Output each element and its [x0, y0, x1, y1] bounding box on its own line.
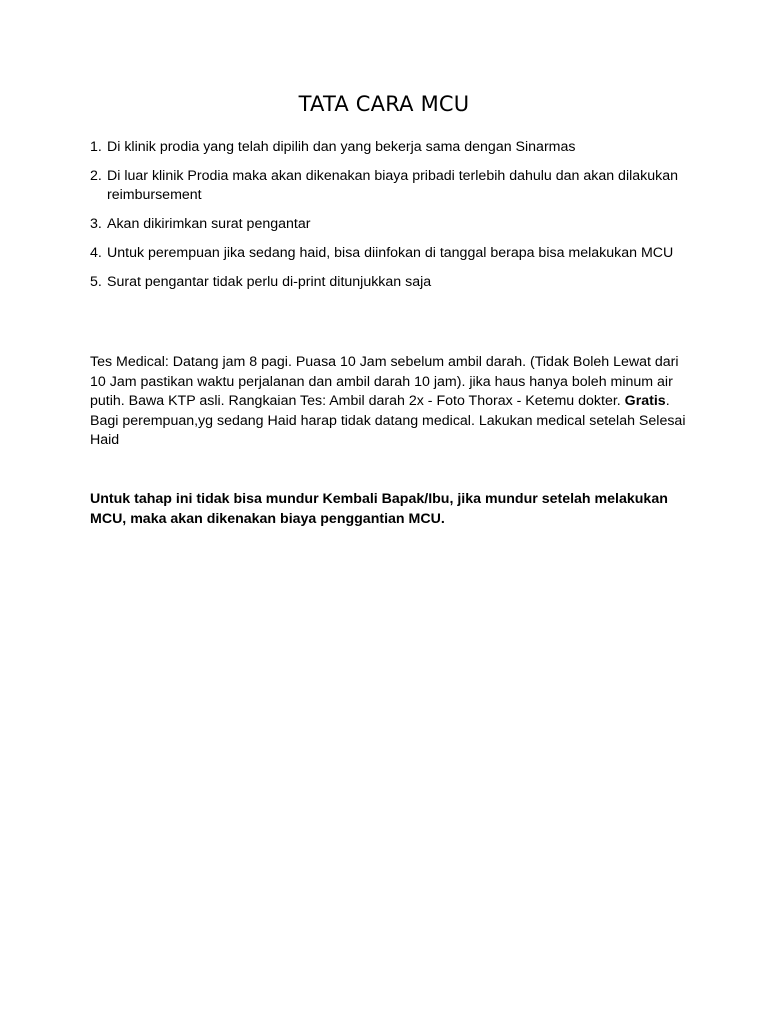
list-item-number: 2. — [90, 168, 102, 184]
list-item-number: 1. — [90, 139, 102, 155]
gratis-emphasis: Gratis — [624, 393, 666, 409]
page-title: TATA CARA MCU — [298, 92, 470, 116]
list-item — [90, 244, 690, 263]
warning-notice: Untuk tahap ini tidak bisa mundur Kembali Bapak/Ibu, jika mundur setelah melakukan MCU, maka akan dikenakan biaya penggantian MCU. — [90, 491, 668, 527]
list-item-number: 4. — [90, 245, 102, 261]
medical-text-after: . Bagi perempuan,yg sedang Haid harap tidak datang medical. Lakukan medical setelah Selesai Haid — [90, 393, 686, 448]
list-item-number: 5. — [90, 274, 102, 290]
list-item-text: Untuk perempuan jika sedang haid, bisa diinfokan di tanggal berapa bisa melakukan MCU — [107, 245, 674, 261]
list-item — [90, 273, 690, 292]
list-item-number: 3. — [90, 216, 102, 232]
list-item-text: Akan dikirimkan surat pengantar — [107, 216, 311, 232]
list-item-text: Di luar klinik Prodia maka akan dikenakan biaya pribadi terlebih dahulu dan akan dilakukan reimbursement — [107, 168, 679, 203]
list-item-text: Surat pengantar tidak perlu di-print ditunjukkan saja — [107, 274, 432, 290]
steps-list — [90, 138, 690, 302]
list-item-text: Di klinik prodia yang telah dipilih dan yang bekerja sama dengan Sinarmas — [107, 139, 576, 155]
list-item — [90, 167, 690, 205]
list-item — [90, 215, 690, 234]
medical-test-paragraph — [90, 353, 690, 451]
medical-text-before: Tes Medical: Datang jam 8 pagi. Puasa 10 Jam sebelum ambil darah. (Tidak Boleh Lewat dari 10 Jam pastikan waktu perjalanan dan ambil darah 10 jam). jika haus hanya boleh minum air putih. Bawa KTP asli. Rangkaian Tes: Ambil darah 2x - Foto Thorax - Ketemu dokter. — [90, 354, 679, 409]
list-item — [90, 138, 690, 157]
